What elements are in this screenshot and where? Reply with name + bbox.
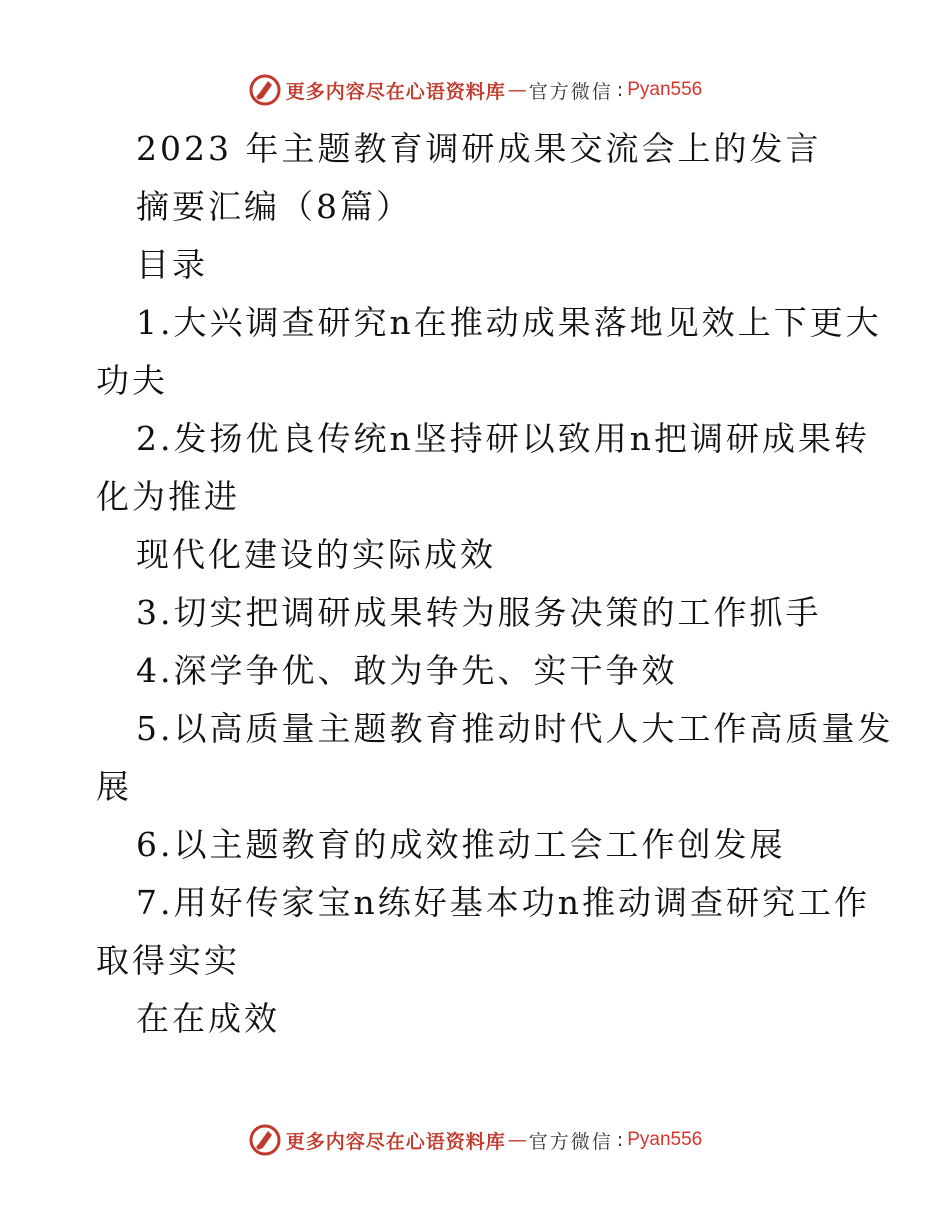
watermark-dash: — (507, 79, 527, 101)
toc-line: 2.发扬优良传统n坚持研以致用n把调研成果转 (136, 419, 870, 458)
document-title-line: 摘要汇编（8篇） (136, 187, 412, 226)
toc-heading: 目录 (136, 245, 208, 284)
toc-line: 展 (96, 767, 132, 806)
toc-line: 在在成效 (136, 999, 280, 1038)
toc-line: 7.用好传家宝n练好基本功n推动调查研究工作 (136, 883, 870, 922)
brand-logo-icon (248, 1123, 282, 1157)
watermark-separator: : (616, 79, 624, 101)
watermark-separator: : (616, 1129, 624, 1151)
watermark-main-text: 更多内容尽在心语资料库 (285, 1130, 506, 1153)
brand-logo-icon (248, 73, 282, 107)
toc-line: 5.以高质量主题教育推动时代人大工作高质量发 (136, 709, 894, 748)
toc-line: 取得实实 (96, 941, 240, 980)
toc-line: 1.大兴调查研究n在推动成果落地见效上下更大 (136, 303, 882, 342)
toc-line: 6.以主题教育的成效推动工会工作创发展 (136, 825, 786, 864)
watermark-main-text: 更多内容尽在心语资料库 (285, 80, 506, 103)
document-body (96, 120, 894, 1048)
watermark-label: 官方微信 (528, 80, 613, 103)
watermark-header (0, 70, 950, 110)
watermark-wechat-id: Pyan556 (627, 1129, 703, 1150)
document-title-line: 2023 年主题教育调研成果交流会上的发言 (136, 129, 822, 168)
watermark-footer (0, 1120, 950, 1160)
watermark-wechat-id: Pyan556 (627, 79, 703, 100)
toc-line: 3.切实把调研成果转为服务决策的工作抓手 (136, 593, 822, 632)
watermark-dash: — (507, 1129, 527, 1151)
watermark-label: 官方微信 (528, 1130, 613, 1153)
toc-line: 现代化建设的实际成效 (136, 535, 496, 574)
toc-line: 4.深学争优、敢为争先、实干争效 (136, 651, 678, 690)
toc-line: 化为推进 (96, 477, 240, 516)
toc-line: 功夫 (96, 361, 168, 400)
